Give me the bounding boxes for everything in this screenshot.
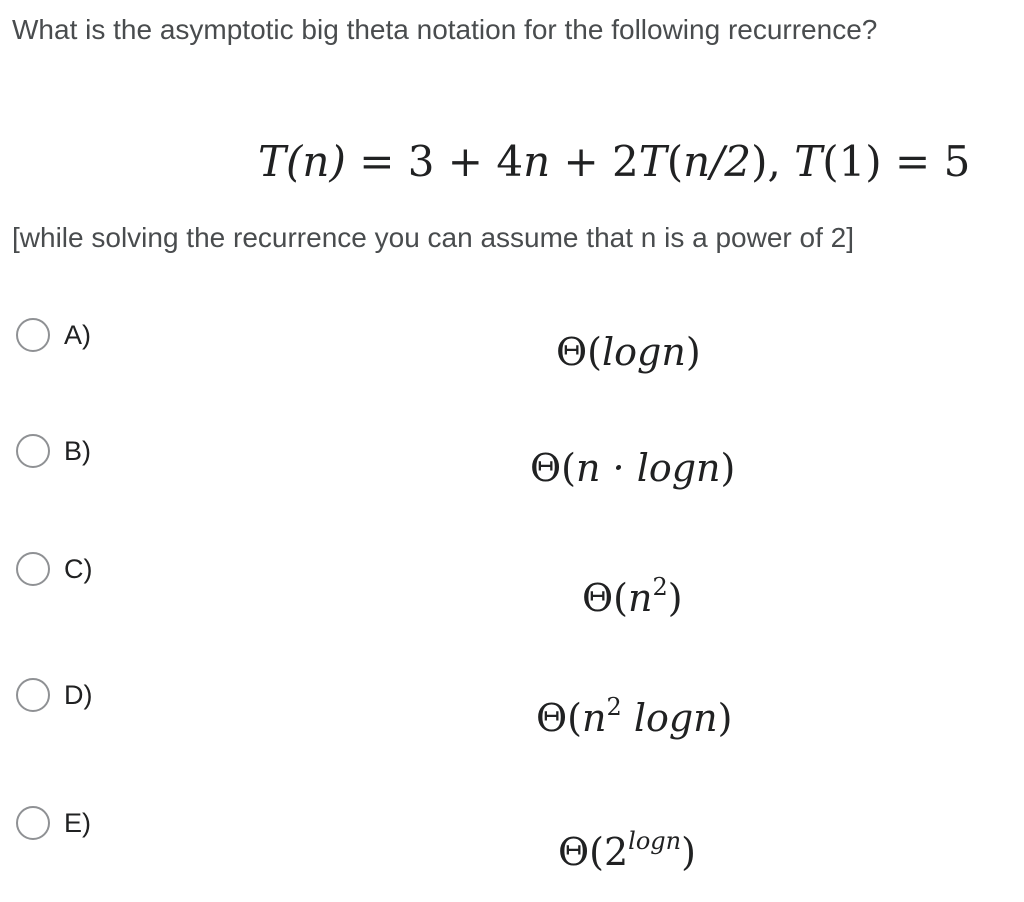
- option-e[interactable]: [16, 804, 1016, 884]
- option-answer-e: [558, 828, 696, 876]
- body-a: logn: [601, 330, 686, 374]
- radio-button-b[interactable]: [16, 434, 50, 468]
- eq-n: n: [523, 137, 551, 186]
- radio-button-e[interactable]: [16, 806, 50, 840]
- option-b[interactable]: [16, 432, 1016, 512]
- eq-T1: T: [794, 137, 823, 186]
- option-answer-d: [536, 694, 733, 742]
- theta-c: Θ(: [582, 576, 628, 620]
- tail-d: logn: [621, 696, 718, 740]
- base-d: n: [581, 696, 607, 740]
- eq-T: T: [638, 137, 667, 186]
- eq-paren-open: (: [666, 137, 684, 186]
- option-c[interactable]: [16, 550, 1016, 630]
- option-d[interactable]: [16, 676, 1016, 756]
- option-label-d: D): [64, 680, 93, 710]
- option-answer-a: [556, 328, 701, 376]
- option-answer-c: [582, 574, 683, 622]
- close-c: ): [667, 576, 683, 620]
- close-e: ): [681, 830, 696, 874]
- eq-part-2: + 2: [550, 137, 639, 186]
- close-b: ): [720, 446, 736, 490]
- eq-paren-close: ),: [751, 137, 795, 186]
- radio-button-d[interactable]: [16, 678, 50, 712]
- assumption-note: [while solving the recurrence you can assume that n is a power of 2]: [12, 222, 854, 253]
- body-b: n · logn: [575, 446, 721, 490]
- option-label-a: A): [64, 320, 91, 350]
- eq-n-half: n/2: [683, 137, 752, 186]
- option-a[interactable]: [16, 316, 1016, 396]
- sup-c: 2: [652, 573, 668, 601]
- theta-b: Θ(: [530, 446, 576, 490]
- eq-rhs: (1) = 5: [822, 137, 971, 186]
- close-a: ): [685, 330, 701, 374]
- base-e: 2: [603, 830, 629, 874]
- option-label-c: C): [64, 554, 93, 584]
- theta-d: Θ(: [536, 696, 582, 740]
- option-label-b: B): [64, 436, 91, 466]
- radio-button-c[interactable]: [16, 552, 50, 586]
- question-text: What is the asymptotic big theta notation for the following recurrence?: [12, 14, 878, 45]
- eq-part-1: = 3 + 4: [345, 137, 524, 186]
- base-c: n: [627, 576, 653, 620]
- sup-e: logn: [628, 827, 682, 855]
- theta-e: Θ(: [558, 830, 604, 874]
- option-answer-b: [530, 444, 735, 492]
- recurrence-equation: [258, 138, 970, 186]
- close-d: ): [717, 696, 733, 740]
- radio-button-a[interactable]: [16, 318, 50, 352]
- theta-a: Θ(: [556, 330, 602, 374]
- sup-d: 2: [606, 693, 622, 721]
- option-label-e: E): [64, 808, 91, 838]
- eq-lhs: T(n): [258, 137, 346, 186]
